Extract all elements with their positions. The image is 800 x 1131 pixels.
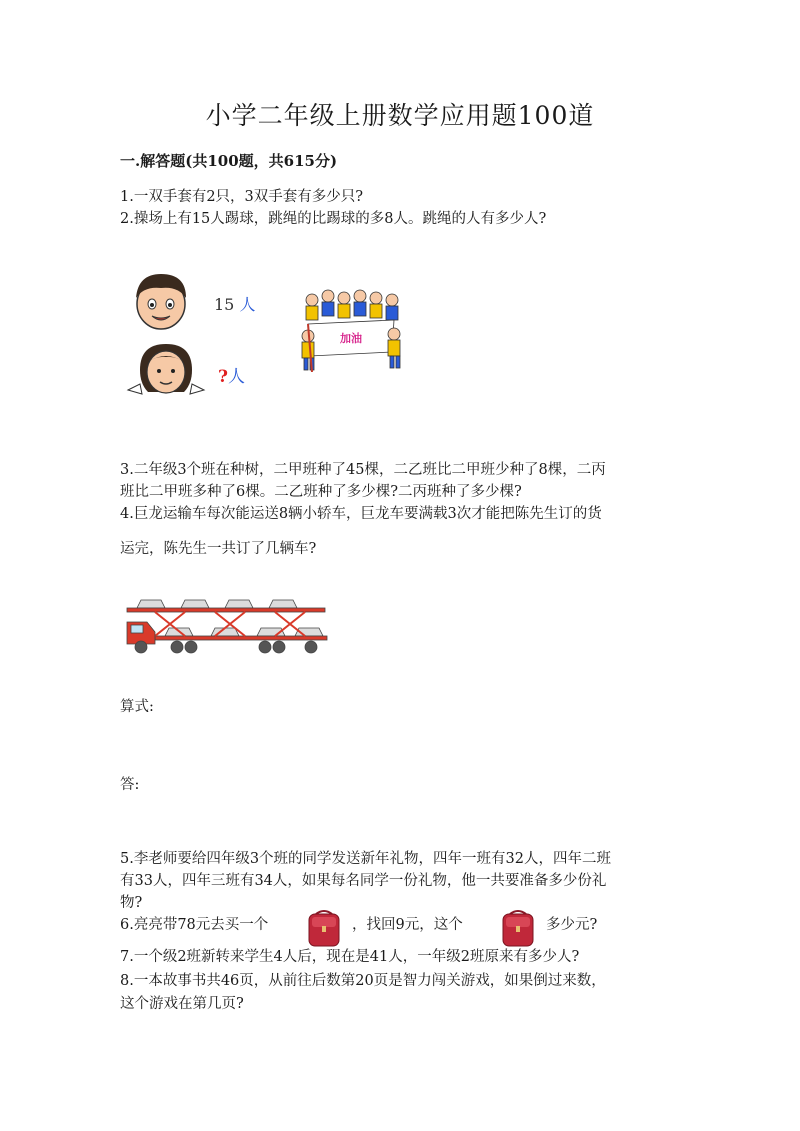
question-3-line-2: 班比二甲班多种了6棵。二乙班种了多少棵?二丙班种了多少棵? bbox=[120, 484, 522, 500]
answer-label: 答: bbox=[120, 777, 140, 793]
question-7: 7.一个级2班新转来学生4人后，现在是41人，一年级2班原来有多少人? bbox=[120, 949, 580, 965]
cheering-group-icon bbox=[298, 288, 402, 372]
question-5-line-3: 物? bbox=[120, 895, 143, 911]
question-6-part-b: ，找回9元，这个 bbox=[352, 917, 463, 933]
backpack-icon bbox=[304, 908, 344, 948]
section-heading: 一.解答题(共100题，共615分) bbox=[120, 152, 338, 170]
count-label: 15 人 bbox=[214, 295, 256, 314]
kids-illustration bbox=[122, 262, 422, 402]
question-8-line-1: 8.一本故事书共46页，从前往后数第20页是智力闯关游戏，如果倒过来数， bbox=[120, 973, 606, 989]
question-6 bbox=[120, 908, 680, 948]
formula-label: 算式: bbox=[120, 699, 154, 715]
question-4-line-2: 运完，陈先生一共订了几辆车? bbox=[120, 541, 317, 557]
question-5-line-2: 有33人，四年三班有34人，如果每名同学一份礼物，他一共要准备多少份礼 bbox=[120, 873, 607, 889]
unknown-count-label: ?人 bbox=[218, 367, 245, 387]
question-5-line-1: 5.李老师要给四年级3个班的同学发送新年礼物，四年一班有32人，四年二班 bbox=[120, 851, 612, 867]
question-3-line-1: 3.二年级3个班在种树，二甲班种了45棵，二乙班比二甲班少种了8棵，二丙 bbox=[120, 462, 606, 478]
question-4-line-1: 4.巨龙运输车每次能运送8辆小轿车，巨龙车要满载3次才能把陈先生订的货 bbox=[120, 506, 602, 522]
question-1: 1.一双手套有2只，3双手套有多少只? bbox=[120, 189, 364, 205]
question-2: 2.操场上有15人踢球，跳绳的比踢球的多8人。跳绳的人有多少人? bbox=[120, 211, 547, 227]
page-title: 小学二年级上册数学应用题100道 bbox=[205, 101, 595, 130]
banner-text: 加油 bbox=[340, 332, 362, 345]
backpack-icon bbox=[498, 908, 538, 948]
question-8-line-2: 这个游戏在第几页? bbox=[120, 996, 244, 1012]
car-carrier-truck-icon bbox=[125, 592, 329, 656]
question-6-part-a: 6.亮亮带78元去买一个 bbox=[120, 917, 269, 933]
boy-face-icon bbox=[128, 268, 194, 334]
question-6-part-c: 多少元? bbox=[546, 917, 598, 933]
girl-face-icon bbox=[126, 340, 206, 400]
